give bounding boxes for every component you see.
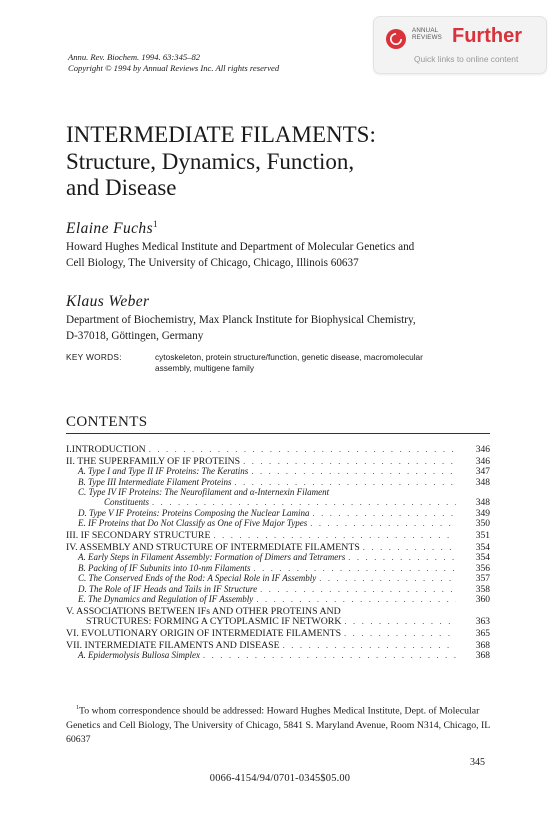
- contents-divider: [66, 433, 490, 434]
- keywords-label: KEY WORDS:: [66, 352, 122, 362]
- toc-leader: [146, 444, 456, 454]
- toc-leader: [360, 542, 456, 552]
- toc-entry[interactable]: [66, 518, 490, 528]
- author-name-2: [66, 293, 149, 311]
- contents-heading: CONTENTS: [66, 414, 148, 430]
- badge-further-text: Further: [452, 25, 522, 47]
- toc-entry[interactable]: [66, 497, 490, 507]
- toc-leader: [341, 616, 456, 626]
- toc-page-number: 360: [475, 594, 490, 605]
- toc-entry[interactable]: [66, 573, 490, 583]
- toc-entry-text: E. The Dynamics and Regulation of IF Assembly: [78, 593, 254, 604]
- toc-page-number: 368: [475, 641, 490, 651]
- toc-entry-text: E. IF Proteins that Do Not Classify as One of Five Major Types: [78, 518, 308, 529]
- table-of-contents: [66, 444, 490, 661]
- title-line-1: INTERMEDIATE FILAMENTS:: [66, 122, 376, 147]
- toc-entry[interactable]: [66, 542, 490, 552]
- toc-page-number: 354: [475, 553, 490, 563]
- toc-leader: [200, 650, 456, 660]
- title-line-2: Structure, Dynamics, Function,: [66, 148, 355, 174]
- affiliation-1-line-2: Cell Biology, The University of Chicago, Chicago, Illinois 60637: [66, 256, 359, 269]
- toc-page-number: 348: [475, 498, 490, 508]
- toc-leader: [280, 640, 456, 650]
- toc-entry[interactable]: [66, 552, 490, 562]
- keywords-line-1: cytoskeleton, protein structure/function, genetic disease, macromolecular: [155, 352, 423, 362]
- toc-page-number: 356: [475, 563, 490, 574]
- footnote-mark: 1: [76, 705, 79, 711]
- toc-entry-text: III. IF SECONDARY STRUCTURE: [66, 530, 211, 541]
- copyright-fee-code: 0066-4154/94/0701-0345$05.00: [209, 773, 351, 784]
- annual-reviews-logo-icon: [386, 29, 406, 49]
- toc-entry[interactable]: [66, 584, 490, 594]
- toc-entry[interactable]: [66, 456, 490, 466]
- author-affiliation-1: [66, 240, 496, 271]
- toc-page-number: 368: [475, 651, 490, 661]
- toc-entry[interactable]: [66, 487, 490, 497]
- toc-leader: [210, 530, 456, 540]
- toc-page-number: 346: [475, 456, 490, 467]
- toc-leader: [345, 552, 456, 562]
- keywords-line-2: assembly, multigene family: [155, 363, 254, 374]
- author-2-text: Klaus Weber: [66, 293, 150, 310]
- toc-entry-text: D. The Role of IF Heads and Tails in IF Structure: [78, 583, 258, 594]
- author-1-text: Elaine Fuchs: [66, 220, 154, 238]
- toc-entry-text: II. THE SUPERFAMILY OF IF PROTEINS: [66, 455, 241, 467]
- journal-copyright: Copyright © 1994 by Annual Reviews Inc. All rights reserved: [68, 63, 280, 73]
- author-affiliation-2: [66, 313, 496, 344]
- toc-entry[interactable]: [66, 563, 490, 573]
- affiliation-2-line-1: Department of Biochemistry, Max Planck Institute for Biophysical Chemistry,: [66, 314, 416, 326]
- article-title: [66, 122, 506, 202]
- toc-entry-text: I.INTRODUCTION: [66, 444, 146, 455]
- toc-entry[interactable]: [66, 640, 490, 650]
- toc-leader: [253, 594, 456, 604]
- correspondence-footnote: [66, 701, 490, 747]
- toc-page-number: 365: [475, 629, 490, 639]
- toc-page-number: 357: [475, 574, 490, 584]
- toc-entry[interactable]: [66, 508, 490, 518]
- footnote-text: To whom correspondence should be addressed: Howard Hughes Medical Institute, Dept. of Molecular Genetics and Cell Biology, The University of Chicago, 5841 S. Maryland Avenue, Room N314, Chicago, IL 60637: [66, 705, 490, 745]
- toc-leader: [257, 584, 456, 594]
- toc-entry-text: VI. EVOLUTIONARY ORIGIN OF INTERMEDIATE FILAMENTS: [66, 628, 342, 639]
- further-links-badge[interactable]: [373, 16, 547, 74]
- author-name-1: [66, 219, 158, 238]
- toc-entry[interactable]: [66, 616, 490, 626]
- toc-entry[interactable]: [66, 530, 490, 540]
- toc-page-number: 346: [475, 445, 490, 455]
- toc-entry-text: B. Packing of IF Subunits into 10-nm Filaments: [78, 562, 251, 573]
- toc-leader: [248, 466, 456, 476]
- badge-brand: [412, 27, 442, 41]
- toc-page-number: 349: [475, 508, 490, 519]
- toc-entry-text: C. The Conserved Ends of the Rod: A Special Role in IF Assembly: [78, 573, 317, 584]
- title-line-3: and Disease: [66, 175, 177, 200]
- toc-leader: [240, 456, 456, 466]
- toc-entry[interactable]: [66, 477, 490, 487]
- toc-page-number: 363: [475, 617, 490, 627]
- toc-entry[interactable]: [66, 466, 490, 476]
- page-number: 345: [470, 757, 485, 768]
- badge-subtitle: Quick links to online content: [414, 54, 519, 64]
- toc-page-number: 354: [475, 543, 490, 553]
- toc-entry-text: A. Epidermolysis Bullosa Simplex: [78, 650, 200, 661]
- toc-entry-text: C. Type IV IF Proteins: The Neurofilament and α-Internexin Filament: [78, 487, 330, 498]
- toc-leader: [341, 628, 456, 638]
- affiliation-2-line-2: D-37018, Göttingen, Germany: [66, 329, 204, 342]
- toc-leader: [250, 563, 456, 573]
- toc-entry[interactable]: [66, 594, 490, 604]
- toc-entry-text: Constituents: [104, 497, 150, 508]
- toc-entry[interactable]: [66, 650, 490, 660]
- toc-entry[interactable]: [66, 628, 490, 638]
- toc-entry-text: D. Type V IF Proteins: Proteins Composing the Nuclear Lamina: [78, 507, 310, 518]
- toc-entry-text: V. ASSOCIATIONS BETWEEN IFs AND OTHER PROTEINS AND: [66, 605, 341, 617]
- toc-leader: [149, 497, 456, 507]
- keywords-list: [155, 352, 490, 374]
- toc-leader: [231, 477, 456, 487]
- toc-entry[interactable]: [66, 444, 490, 454]
- toc-entry-text: VII. INTERMEDIATE FILAMENTS AND DISEASE: [66, 640, 280, 651]
- author-1-footnote-mark: 1: [153, 219, 158, 229]
- toc-entry[interactable]: [66, 606, 490, 616]
- badge-annual-text: ANNUAL: [412, 27, 439, 34]
- affiliation-1-line-1: Howard Hughes Medical Institute and Department of Molecular Genetics and: [66, 241, 415, 253]
- journal-citation: Annu. Rev. Biochem. 1994. 63:345–82: [68, 52, 201, 62]
- toc-entry-text: A. Early Steps in Filament Assembly: Formation of Dimers and Tetramers: [78, 552, 346, 563]
- toc-page-number: 347: [475, 467, 490, 477]
- toc-page-number: 348: [475, 477, 490, 488]
- toc-page-number: 351: [475, 531, 490, 541]
- toc-leader: [309, 508, 456, 518]
- toc-page-number: 350: [475, 519, 490, 529]
- toc-leader: [316, 573, 456, 583]
- toc-entry-text: B. Type III Intermediate Filament Proteins: [78, 476, 232, 487]
- toc-entry-text: A. Type I and Type II IF Proteins: The Keratins: [78, 466, 249, 477]
- toc-entry-text: STRUCTURES: FORMING A CYTOPLASMIC IF NETWORK: [86, 616, 342, 627]
- badge-reviews-text: REVIEWS: [412, 34, 442, 41]
- toc-entry-text: IV. ASSEMBLY AND STRUCTURE OF INTERMEDIATE FILAMENTS: [66, 542, 360, 553]
- toc-page-number: 358: [475, 584, 490, 594]
- journal-header: [68, 52, 279, 74]
- toc-leader: [307, 518, 456, 528]
